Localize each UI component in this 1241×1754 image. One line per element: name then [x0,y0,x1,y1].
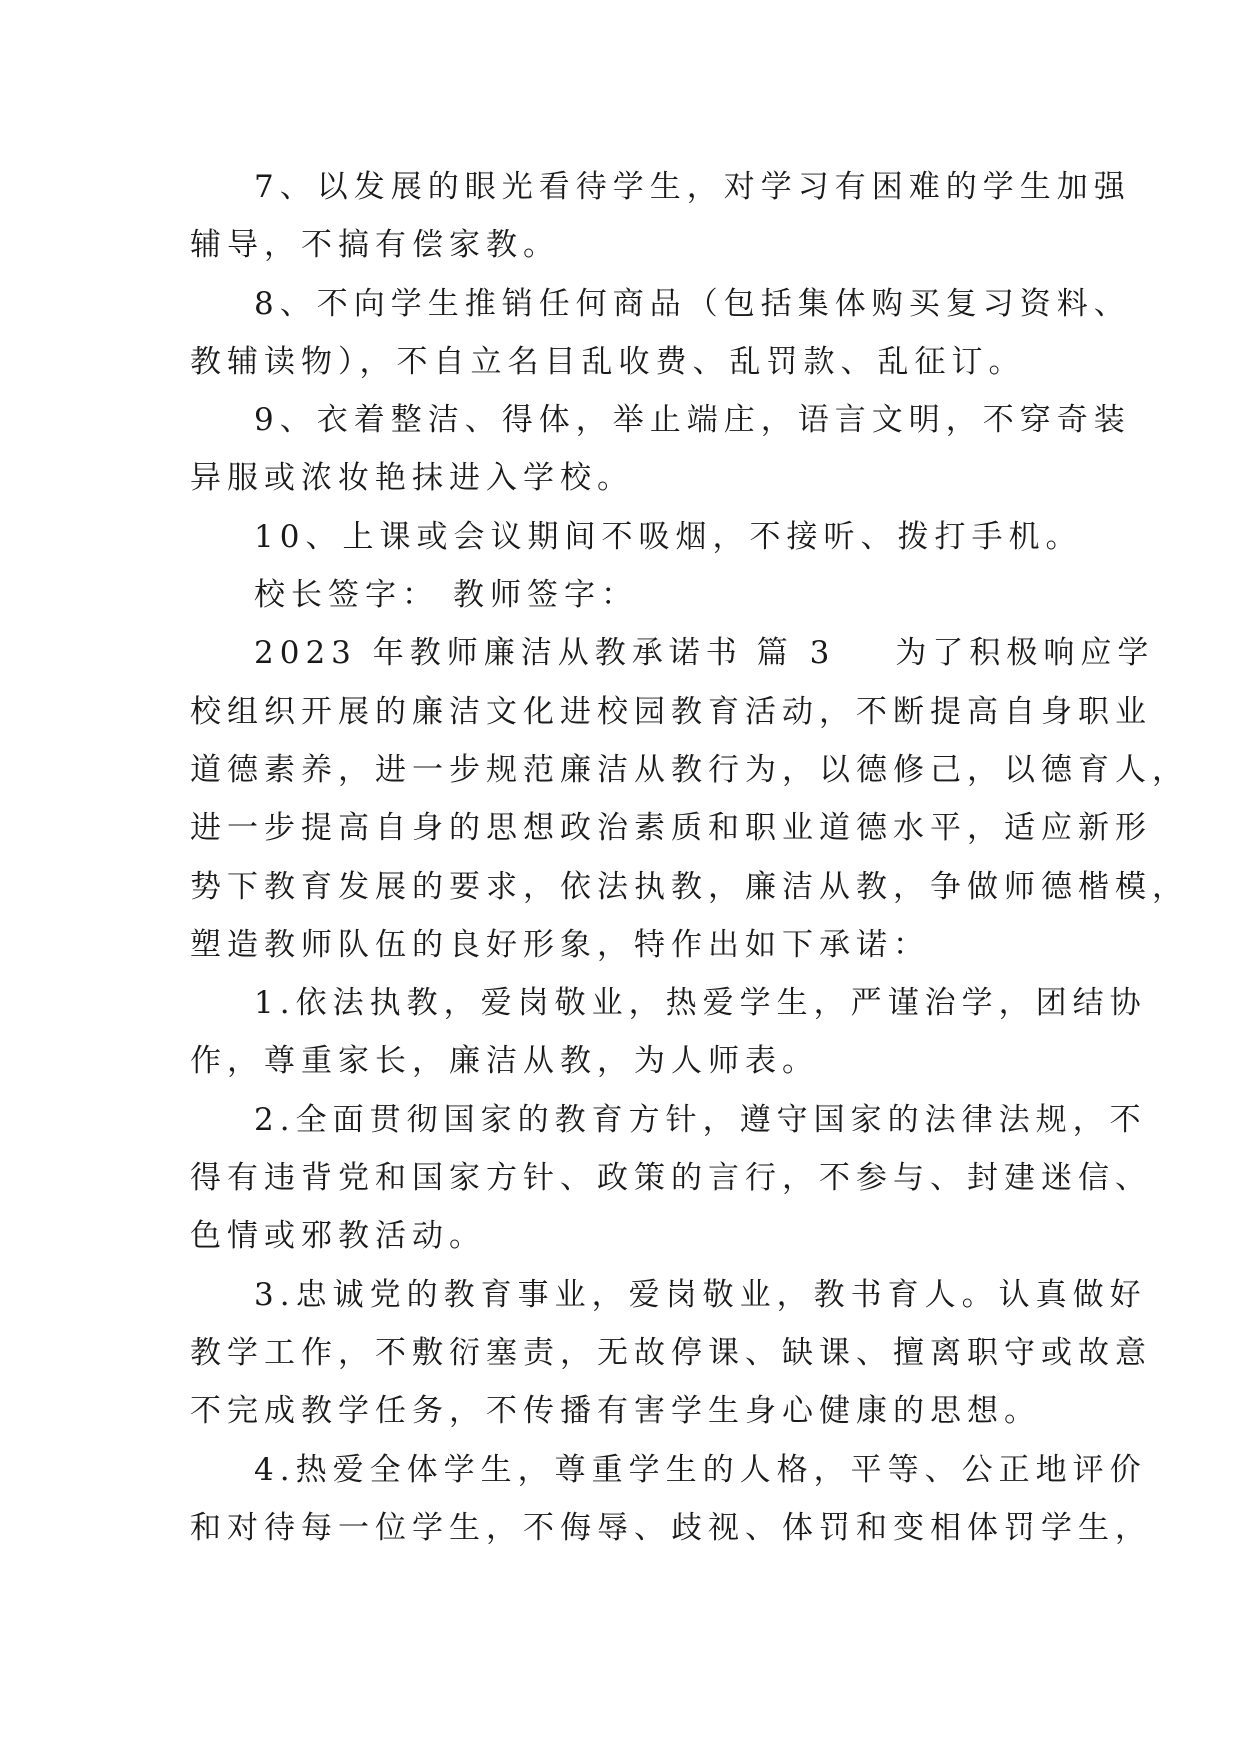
paragraph-line: 3.忠诚党的教育事业，爱岗敬业，教书育人。认真做好 [254,1276,1147,1313]
paragraph-line: 8、不向学生推销任何商品（包括集体购买复习资料、 [254,285,1131,322]
section-heading-line [190,624,1155,682]
principal-signature-label: 校长签字： [254,577,439,614]
paragraph-line: 10、上课或会议期间不吸烟，不接听、拨打手机。 [254,518,1083,555]
section-number: 篇 3 [756,635,836,672]
paragraph-line: 进一步提高自身的思想政治素质和职业道德水平，适应新形 [190,810,1152,847]
paragraph-line: 势下教育发展的要求，依法执教，廉洁从教，争做师德楷模， [190,868,1189,905]
paragraph-line: 不完成教学任务，不传播有害学生身心健康的思想。 [190,1393,1041,1430]
signature-line [190,566,1070,624]
paragraph-line: 塑造教师队伍的良好形象，特作出如下承诺： [190,926,930,963]
paragraph-line: 教学工作，不敷衍塞责，无故停课、缺课、擅离职守或故意 [190,1334,1152,1371]
paragraph-line: 色情或邪教活动。 [190,1218,486,1255]
paragraph-line: 4.热爱全体学生，尊重学生的人格，平等、公正地评价 [254,1451,1147,1488]
paragraph-line: 2.全面贯彻国家的教育方针，遵守国家的法律法规，不 [254,1101,1147,1138]
paragraph-line: 教辅读物），不自立名目乱收费、乱罚款、乱征订。 [190,343,1026,380]
paragraph-line: 辅导，不搞有偿家教。 [190,227,560,264]
teacher-signature-label: 教师签字： [453,577,638,614]
paragraph-line: 得有违背党和国家方针、政策的言行，不参与、封建迷信、 [190,1160,1152,1197]
paragraph-line: 9、衣着整洁、得体，举止端庄，语言文明，不穿奇装 [254,402,1131,439]
section-title: 2023 年教师廉洁从教承诺书 [254,635,743,672]
paragraph-line: 1.依法执教，爱岗敬业，热爱学生，严谨治学，团结协 [254,985,1147,1022]
paragraph-line: 校组织开展的廉洁文化进校园教育活动，不断提高自身职业 [190,693,1152,730]
document-body [190,158,1189,1557]
paragraph-line: 道德素养，进一步规范廉洁从教行为，以德修己，以德育人， [190,751,1189,788]
paragraph-line: 异服或浓妆艳抹进入学校。 [190,460,634,497]
paragraph-line: 和对待每一位学生，不侮辱、歧视、体罚和变相体罚学生， [190,1509,1152,1546]
paragraph-start: 为了积极响应学 [895,635,1155,672]
paragraph-line: 作，尊重家长，廉洁从教，为人师表。 [190,1043,819,1080]
paragraph-line: 7、以发展的眼光看待学生，对学习有困难的学生加强 [254,169,1131,205]
